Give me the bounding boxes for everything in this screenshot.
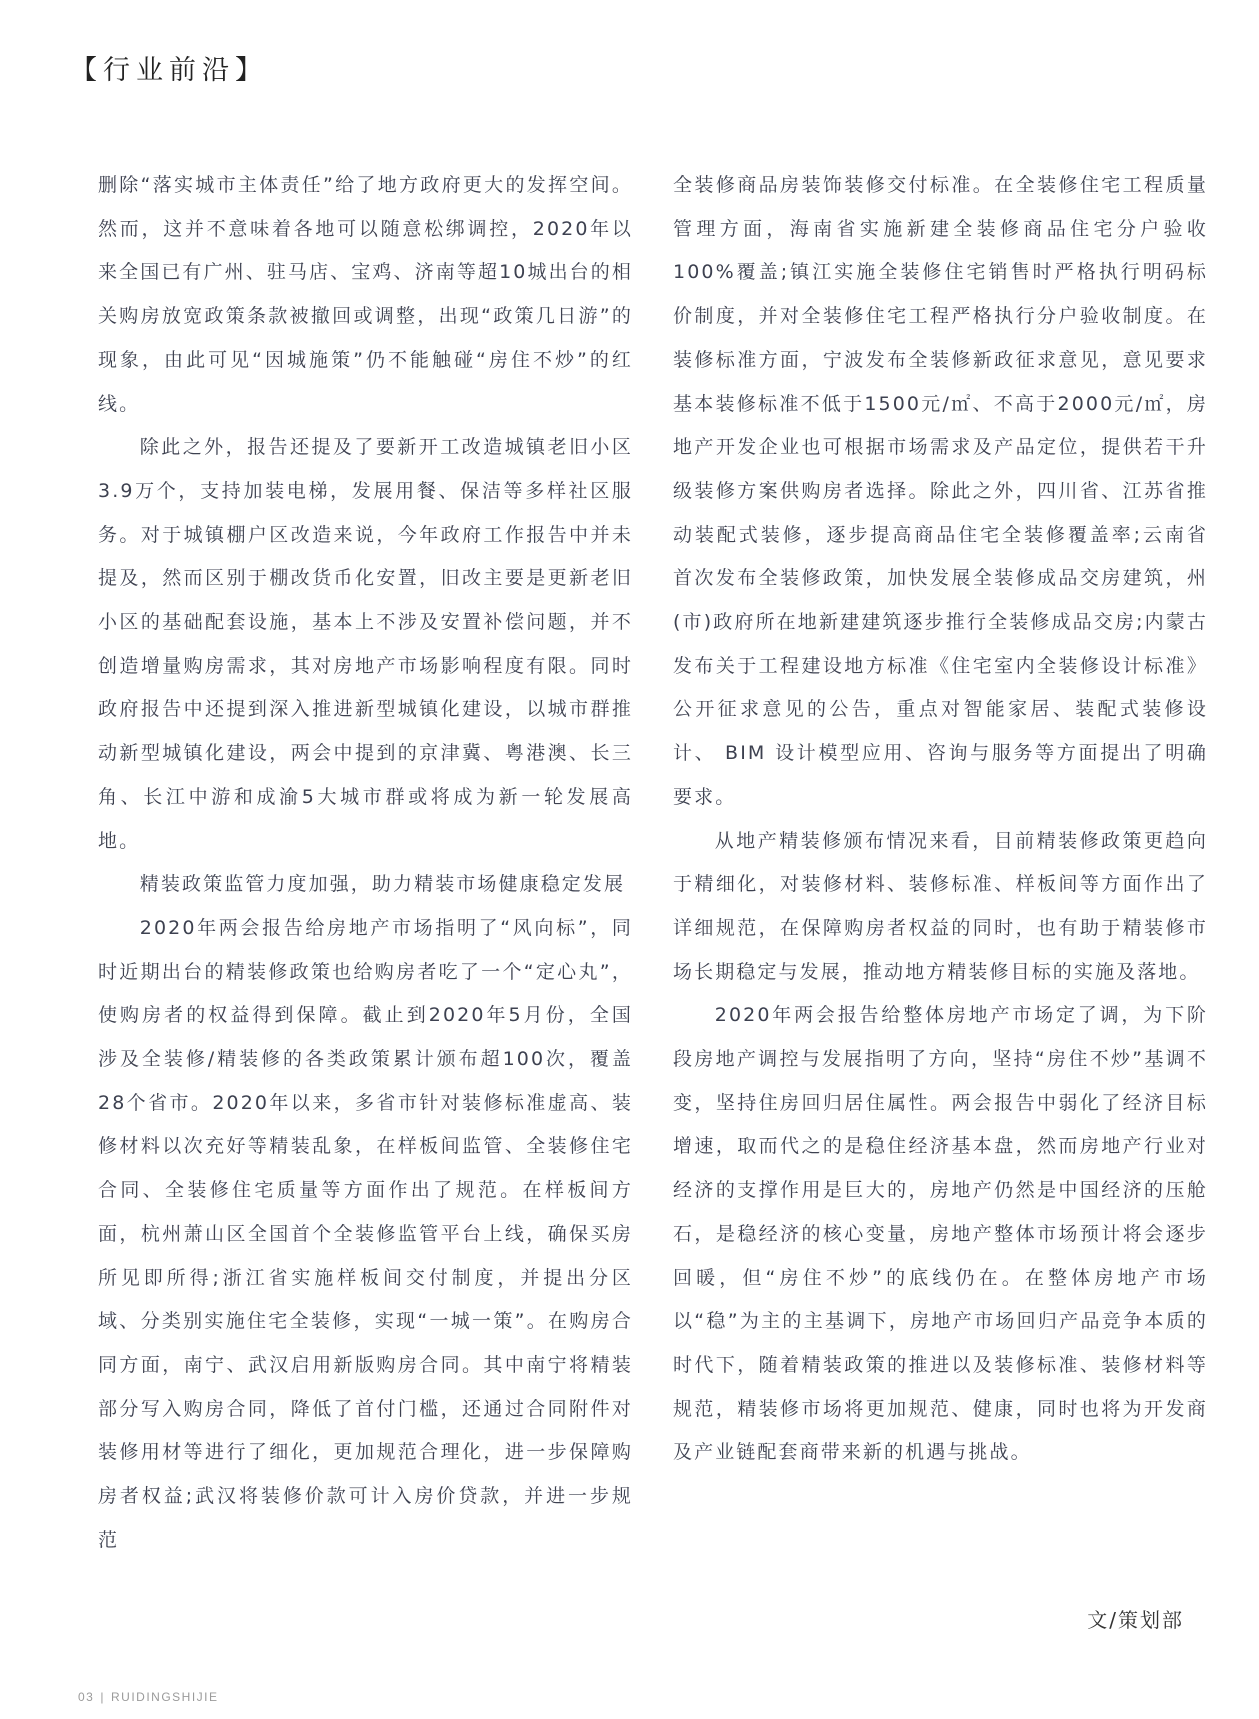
author-byline: 文/策划部 [1087,1608,1184,1632]
left-paragraph-3: 2020年两会报告给房地产市场指明了“风向标”，同时近期出台的精装修政策也给购房者吃了一个“定心丸”，使购房者的权益得到保障。截止到2020年5月份，全国涉及全装修/精装修的各类政策累计颁布超100次，覆盖28个省市。2020年以来，多省市针对装修标准虚高、装修材料以次充好等精装乱象，在样板间监管、全装修住宅合同、全装修住宅质量等方面作出了规范。在样板间方面，杭州萧山区全国首个全装修监管平台上线，确保买房所见即所得;浙江省实施样板间交付制度，并提出分区域、分类别实施住宅全装修，实现“一城一策”。在购房合同方面，南宁、武汉启用新版购房合同。其中南宁将精装部分写入购房合同，降低了首付门槛，还通过合同附件对装修用材等进行了细化，更加规范合理化，进一步保障购房者权益;武汉将装修价款可计入房价贷款，并进一步规范 [98,916,633,1551]
left-paragraph-1: 删除“落实城市主体责任”给了地方政府更大的发挥空间。然而，这并不意味着各地可以随意松绑调控，2020年以来全国已有广州、驻马店、宝鸡、济南等超10城出台的相关购房放宽政策条款被撤回或调整，出现“政策几日游”的现象，由此可见“因城施策”仍不能触碰“房住不炒”的红线。 [98,174,633,415]
right-paragraph-1: 全装修商品房装饰装修交付标准。在全装修住宅工程质量管理方面，海南省实施新建全装修商品住宅分户验收100%覆盖;镇江实施全装修住宅销售时严格执行明码标价制度，并对全装修住宅工程严格执行分户验收制度。在装修标准方面，宁波发布全装修新政征求意见，意见要求基本装修标准不低于1500元/㎡、不高于2000元/㎡，房地产开发企业也可根据市场需求及产品定位，提供若干升级装修方案供购房者选择。除此之外，四川省、江苏省推动装配式装修，逐步提高商品住宅全装修覆盖率;云南省首次发布全装修政策，加快发展全装修成品交房建筑，州(市)政府所在地新建建筑逐步推行全装修成品交房;内蒙古发布关于工程建设地方标准《住宅室内全装修设计标准》公开征求意见的公告，重点对智能家居、装配式装修设计、 BIM 设计模型应用、咨询与服务等方面提出了明确要求。 [673,174,1208,808]
right-paragraph-2: 从地产精装修颁布情况来看，目前精装修政策更趋向于精细化，对装修材料、装修标准、样板间等方面作出了详细规范，在保障购房者权益的同时，也有助于精装修市场长期稳定与发展，推动地方精装修目标的实施及落地。 [673,829,1208,983]
page-footer [78,1690,219,1704]
footer-separator: | [100,1690,105,1704]
page-number: 03 [78,1690,95,1704]
section-tag: 【行业前沿】 [70,55,268,86]
left-column [98,164,633,1563]
left-paragraph-2: 除此之外，报告还提及了要新开工改造城镇老旧小区3.9万个，支持加装电梯，发展用餐、保洁等多样社区服务。对于城镇棚户区改造来说，今年政府工作报告中并未提及，然而区别于棚改货币化安置，旧改主要是更新老旧小区的基础配套设施，基本上不涉及安置补偿问题，并不创造增量购房需求，其对房地产市场影响程度有限。同时政府报告中还提到深入推进新型城镇化建设，以城市群推动新型城镇化建设，两会中提到的京津冀、粤港澳、长三角、长江中游和成渝5大城市群或将成为新一轮发展高地。 [98,436,633,852]
section-subheading: 精装政策监管力度加强，助力精装市场健康稳定发展 [139,873,626,896]
publication-name: RUIDINGSHIJIE [110,1690,219,1704]
right-paragraph-3: 2020年两会报告给整体房地产市场定了调，为下阶段房地产调控与发展指明了方向，坚持“房住不炒”基调不变，坚持住房回归居住属性。两会报告中弱化了经济目标增速，取而代之的是稳住经济基本盘，然而房地产行业对经济的支撑作用是巨大的，房地产仍然是中国经济的压舱石，是稳经济的核心变量，房地产整体市场预计将会逐步回暖，但“房住不炒”的底线仍在。在整体房地产市场以“稳”为主的主基调下，房地产市场回归产品竞争本质的时代下，随着精装政策的推进以及装修标准、装修材料等规范，精装修市场将更加规范、健康，同时也将为开发商及产业链配套商带来新的机遇与挑战。 [673,1004,1208,1464]
right-column [673,164,1208,1475]
